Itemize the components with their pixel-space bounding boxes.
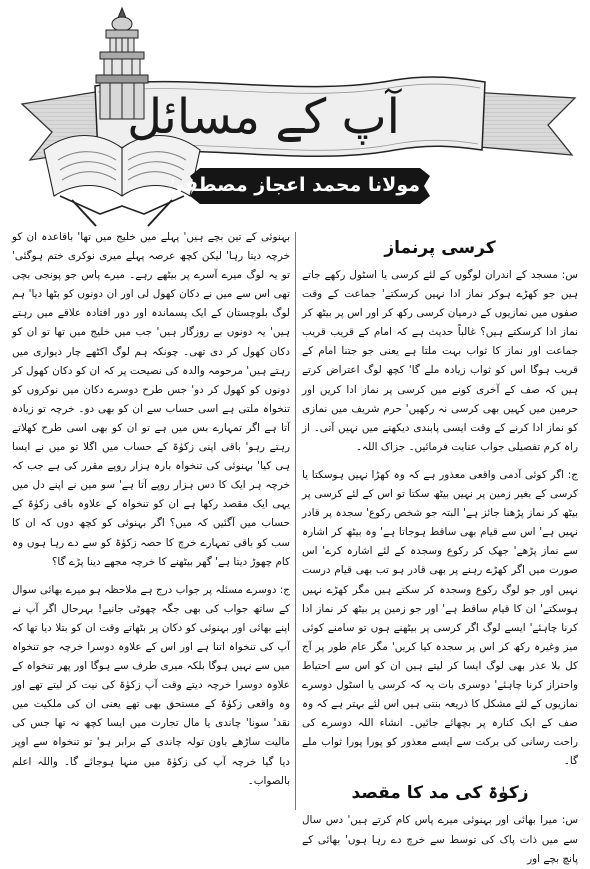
section-heading-zakat: زکوٰۃ کی مد کا مقصد [351, 783, 529, 804]
answer-2: ج: دوسرے مسئلہ پر جواب درج ہے ملاحظہ ہو میرے بھائی سوال کے ساتھ جواب کی بھی جگہ چھوٹی جانیے! بہرحال اگر آپ نے اپنے بھائی اور بہنوئی کو دکان پر بٹھاتے وقت ان کو بتلا دیا تھا کہ آپ کی تنخواہ اتنا ہے اور اس کے علاوہ دوسرا خرچہ جو تنخواہ میں سے نہیں ہوگا بلکہ میری طرف سے ہوگا اور پھر تنخواہ کے علاوہ دوسرا خرچہ دیتے وقت آپ زکوٰۃ کی نیت کر لیتے تھے اور وہ واقعی زکوٰۃ کے مستحق بھی تھے یعنی ان کی ملکیت میں نقد' سونا' چاندی یا مال تجارت میں ایسا کچھ نہ تھا جس کی مالیت ساڑھے باون تولہ چاندی کے برابر ہو' تو تنخواہ سے اوپر دیا گیا خرچہ آپ کی زکوٰۃ میں منہا ہوجائے گا۔ واللہ اعلم بالصواب۔ [12, 583, 290, 787]
question-2: س: میرا بھائی اور بہنوئی میرے پاس کام کرتے ہیں' دس سال سے میں ذات پاک کی توسط سے خرچ دے رہا ہوں' بھائی کے پانچ بچے اور [302, 814, 578, 865]
right-column [302, 228, 578, 865]
column-divider [295, 232, 296, 810]
left-column [12, 228, 290, 813]
question-1: س: مسجد کے اندران لوگوں کے لئے کرسی یا اسٹول رکھے جاتے ہیں جو کھڑے ہوکر نماز ادا نہیں کرسکتے' جماعت کے وقت صفوں میں نمازیوں کے درمیان کرسی رکھ کر اور اس پر بیٹھ کر نماز ادا کرسکتے ہیں؟ غالباً حدیث ہے کہ امام کے قریب قریب جماعت اور نماز کا ثواب بہت ملتا ہے یعنی جو جتنا امام کے قریب ہوگا اس کو ثواب زیادہ ملے گا' کچھ لوگ اعتراض کرتے ہیں کہ صف کے آخری کونے میں کرسی پر نماز ادا کریں اور حرمین میں کہیں بھی کرسی نہ رکھیں' حرم شریف میں نمازی کو نماز ادا کرنے کے وقت ایسی پابندی دیکھنے میں نہیں آتی۔ از راہ کرم تفصیلی جواب عنایت فرمائیں۔ جزاک اللہ۔ [302, 269, 578, 453]
answer-1: ج: اگر کوئی آدمی واقعی معذور ہے کہ وہ کھڑا نہیں ہوسکتا یا کرسی کے بغیر زمین پر نہیں بیٹھ سکتا تو اس کے لئے کرسی پر بیٹھ کر نماز پڑھنا جائز ہے' البتہ جو شخص رکوع' سجدہ پر قادر نہیں ہے' اس سے قیام بھی ساقط ہوجاتا ہے' وہ بیٹھ کر اشارہ سے نماز پڑھے' جھک کر رکوع وسجدہ کے لئے اشارہ کرے' اس صورت میں اگر کھڑے رہنے پر بھی قادر ہو تب بھی قیام درست نہیں اور جو لوگ رکوع وسجدہ کر سکتے ہیں مگر کھڑے نہیں ہوسکتے' ان کا قیام ساقط ہے' اور جو زمین پر بیٹھ کر نماز ادا کرنا چاہئے' ایسے لوگ اگر کرسی پر بیٹھنے ہوں تو سامنے کوئی میز وغیرہ رکھ کر اس پر سجدہ کیا کریں' مگر عام طور پر آج کل بلا عذر بھی لوگ ایسا کر لیتے ہیں ان کو اس سے احتیاط واحتراز کرنا چاہئے' دوسری بات یہ کہ کرسی یا اسٹول دوسرے نمازیوں کے لئے مشکل کا ذریعہ بنتی ہیں اس لئے بہتر ہے کہ وہ صف کے ایک کنارہ پر بچھائے جائیں۔ انشاء اللہ دوسرے کی راحت رسانی کی برکت سے ایسے معذور کو پورا پورا ثواب ملے گا۔ [302, 468, 578, 768]
question-2-continued: بہنوئی کے تین بچے ہیں' پہلے میں خلیج میں تھا' باقاعدہ ان کو خرچہ دیتا رہا' لیکن کچھ عرصہ پہلے میری نوکری ختم ہوگئی' تو یہ لوگ میرے آسرے پر بیٹھے رہے۔ میرے پاس جو پونجی بچی تھی اس سے میں نے دکان کھول لی اور ان دونوں کو بٹھا دیا' ہم لوگ بلوچستان کے ایک پسماندہ اور دور افتادہ علاقے میں رہتے ہیں' یہ دونوں بے روزگار ہیں' جب میں خلیج میں تھا تو ان کو دکان کھول کر دی تھی۔ چونکہ ہم لوگ اکٹھے چار دیواری میں رہتے ہیں' مرحومہ والدہ کی نصیحت پر کہ ان کو دکان کھول کر دونوں کو کھول کر دو' جس طرح دوسرے دکان میں نوکروں کو تنخواہ ملتی ہے اسی حساب سے ان کو بھی دو۔ خرچہ تو زیادہ آتا ہے اگر تمہارے بس میں ہے تو ان کو بھی اسی طرح کھلاتے رہتے رہو' باقی اپنی زکوٰۃ کے حساب میں اگلا تو میں نے ایسا ہی کیا' بہنوئی کی تنخواہ بارہ ہزار روپے مقرر کی ہے جب کہ خرچہ ہر ایک کا دس ہزار روپے آتا ہے' سو میں نے اپنے دل میں یہی ایک مقصد رکھا ہے ان کو تنخواہ کے علاوہ باقی زکوٰۃ کے حساب میں آگئیں کہ میں؟ اگر بہنوئی کو کچھ دوں کہ ان کا سب کو باقی تمہارے خرچ کا حصہ زکوٰۃ کو سے دے رہا ہوں وہ کام چھوڑ دیتا ہے' گھر بیٹھنے کا خرچہ مجھے دینا پڑے گا؟ [12, 231, 290, 568]
author-name: مولانا محمد اعجاز مصطفیٰ [165, 174, 420, 196]
section-heading-chair-prayer: کرسی پرنماز [384, 238, 496, 258]
column-title: آپ کے مسائل [127, 89, 400, 145]
header-banner [0, 0, 590, 228]
